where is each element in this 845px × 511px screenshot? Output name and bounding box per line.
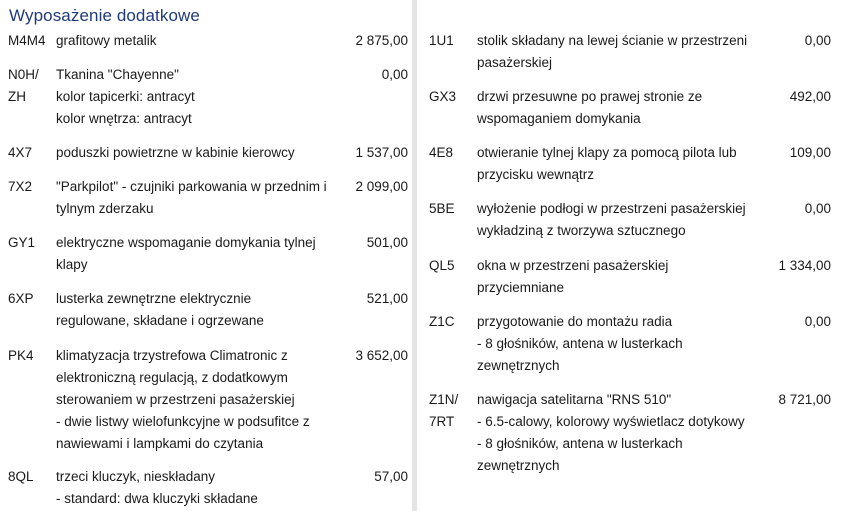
option-description: klimatyzacja trzystrefowa Climatronic z elektroniczną regulacją, z dodatkowym sterowaniem w przestrzeni pasażerskiej - dwie listwy wielofunkcyjne w podsufitce z nawiewami i lampkami do czytania: [56, 348, 310, 451]
option-price: 492,00: [789, 89, 831, 104]
option-code: 6XP: [8, 291, 34, 306]
option-price: 3 652,00: [355, 348, 408, 363]
option-description: stolik składany na lewej ścianie w przestrzeni pasażerskiej: [477, 33, 748, 70]
option-price: 2 099,00: [355, 179, 408, 194]
option-description: nawigacja satelitarna "RNS 510" - 6.5-calowy, kolorowy wyświetlacz dotykowy - 8 głośników, antena w lusterkach zewnętrznych: [477, 392, 745, 473]
option-price: 2 875,00: [355, 33, 408, 48]
option-code: GX3: [429, 89, 457, 104]
option-code: 5BE: [429, 201, 455, 216]
option-description: wyłożenie podłogi w przestrzeni pasażerskiej wykładziną z tworzywa sztucznego: [477, 201, 746, 238]
option-description: okna w przestrzeni pasażerskiej przyciemniane: [477, 258, 669, 295]
option-code: N0H/ ZH: [8, 67, 39, 104]
option-code: PK4: [8, 348, 34, 363]
option-price: 1 537,00: [355, 145, 408, 160]
section-title: Wyposażenie dodatkowe: [9, 6, 200, 25]
option-description: grafitowy metalik: [56, 33, 157, 48]
column-divider: [412, 0, 417, 511]
left-column: [0, 0, 412, 511]
option-description: Tkanina "Chayenne" kolor tapicerki: antracyt kolor wnętrza: antracyt: [56, 67, 195, 126]
option-price: 521,00: [366, 291, 408, 306]
option-price: 0,00: [381, 67, 408, 82]
option-code: 7X2: [8, 179, 33, 194]
option-description: drzwi przesuwne po prawej stronie ze wspomaganiem domykania: [477, 89, 703, 126]
option-price: 0,00: [804, 33, 831, 48]
option-price: 8 721,00: [778, 392, 831, 407]
option-description: elektryczne wspomaganie domykania tylnej klapy: [56, 235, 316, 272]
option-code: M4M4: [8, 33, 46, 48]
option-price: 0,00: [804, 314, 831, 329]
option-price: 0,00: [804, 201, 831, 216]
option-description: przygotowanie do montażu radia - 8 głośników, antena w lusterkach zewnętrznych: [477, 314, 683, 373]
option-description: otwieranie tylnej klapy za pomocą pilota lub przycisku wewnątrz: [477, 145, 737, 182]
option-description: trzeci kluczyk, nieskładany - standard: dwa kluczyki składane: [56, 469, 258, 506]
option-code: 1U1: [429, 33, 454, 48]
option-code: GY1: [8, 235, 36, 250]
option-code: Z1C: [429, 314, 455, 329]
option-code: 4E8: [429, 145, 454, 160]
option-price: 501,00: [366, 235, 408, 250]
option-code: 4X7: [8, 145, 33, 160]
option-price: 57,00: [374, 469, 408, 484]
option-description: "Parkpilot" - czujniki parkowania w przednim i tylnym zderzaku: [56, 179, 327, 216]
right-column: [420, 0, 845, 511]
option-description: poduszki powietrzne w kabinie kierowcy: [56, 145, 295, 160]
option-price: 109,00: [789, 145, 831, 160]
option-code: QL5: [429, 258, 455, 273]
option-description: lusterka zewnętrzne elektrycznie regulowane, składane i ogrzewane: [56, 291, 264, 328]
option-code: 8QL: [8, 469, 34, 484]
option-code: Z1N/ 7RT: [429, 392, 459, 429]
option-price: 1 334,00: [778, 258, 831, 273]
